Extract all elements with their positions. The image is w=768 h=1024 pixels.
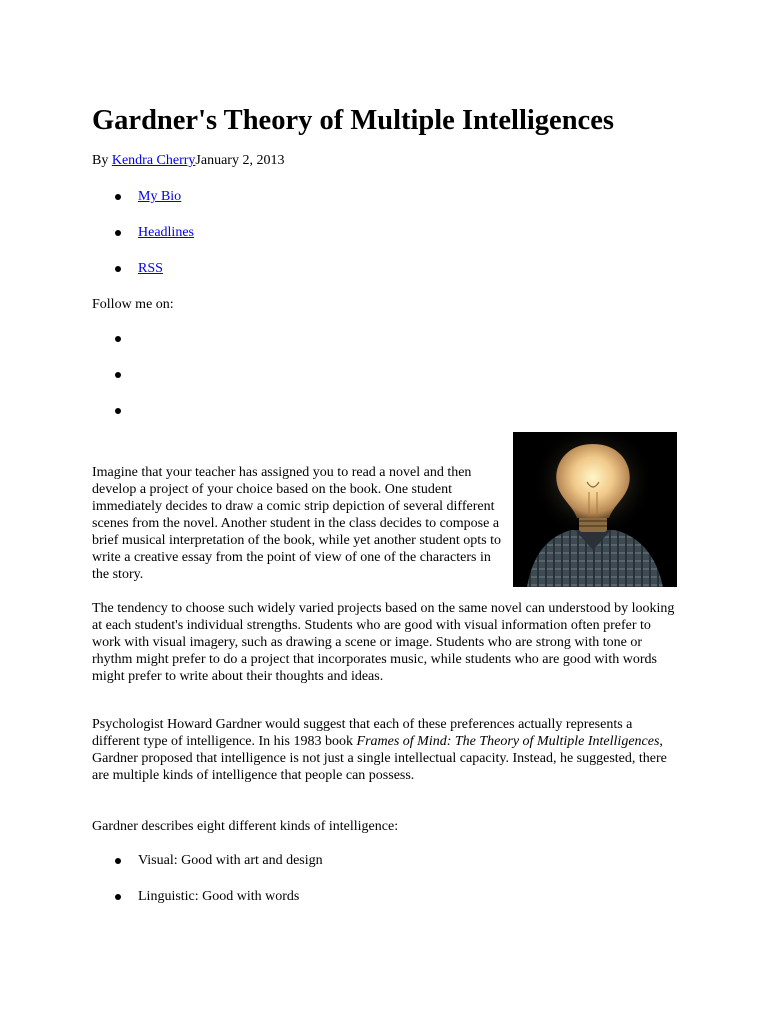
bullet-icon — [115, 858, 121, 864]
list-item: Linguistic: Good with words — [92, 888, 323, 924]
social-item[interactable] — [92, 366, 138, 402]
body-paragraph: The tendency to choose such widely varied projects based on the same novel can understood by looking at each student's individual strengths. Students who are good with visual information often prefer to work with visual imagery, such as drawing a scene or image. Students who are strong with tone or rhythm might prefer to do a project that incorporates music, while students who are good with words might prefer to write about their thoughts and ideas. — [92, 601, 675, 684]
headlines-link[interactable]: Headlines — [138, 225, 194, 240]
bullet-icon — [115, 894, 121, 900]
social-item[interactable] — [92, 402, 138, 438]
list-item — [92, 260, 194, 296]
book-title: Frames of Mind: The Theory of Multiple Intelligences — [356, 734, 660, 749]
follow-label: Follow me on: — [92, 297, 174, 312]
bullet-icon — [115, 336, 121, 342]
list-item — [92, 188, 194, 224]
page-title: Gardner's Theory of Multiple Intelligences — [92, 105, 614, 136]
bullet-icon — [115, 266, 121, 272]
bullet-icon — [115, 408, 121, 414]
my-bio-link[interactable]: My Bio — [138, 189, 182, 204]
intelligences-list — [92, 852, 323, 924]
rss-link[interactable]: RSS — [138, 261, 163, 276]
author-link[interactable]: Kendra Cherry — [111, 153, 196, 168]
lightbulb-head-photo — [513, 432, 677, 587]
list-item: Visual: Good with art and design — [92, 852, 323, 888]
social-item[interactable] — [92, 330, 138, 366]
author-links-list — [92, 188, 194, 296]
list-item — [92, 224, 194, 260]
byline-prefix: By — [92, 153, 112, 168]
byline — [92, 152, 284, 170]
publish-date: January 2, 2013 — [195, 153, 285, 168]
bullet-icon — [115, 230, 121, 236]
intro-paragraph: Imagine that your teacher has assigned you to read a novel and then develop a project of your choice based on the book. One student immediately decides to draw a comic strip depiction of several different scenes from the novel. Another student in the class decides to compose a brief musical interpretation of the book, while yet another student opts to write a creative essay from the point of view of one of the characters in the story. — [92, 465, 502, 582]
bullet-icon — [115, 372, 121, 378]
body-paragraph-gardner: Psychologist Howard Gardner would suggest that each of these preferences actually represents a different type of intelligence. In his 1983 book Frames of Mind: The Theory of Multiple Intelligences, Gardner proposed that intelligence is not just a single intellectual capacity. Instead, he suggested, there are multiple kinds of intelligence that people can possess. — [92, 717, 667, 783]
bullet-icon — [115, 194, 121, 200]
body-paragraph: Gardner describes eight different kinds of intelligence: — [92, 819, 399, 834]
social-links-list — [92, 330, 138, 438]
